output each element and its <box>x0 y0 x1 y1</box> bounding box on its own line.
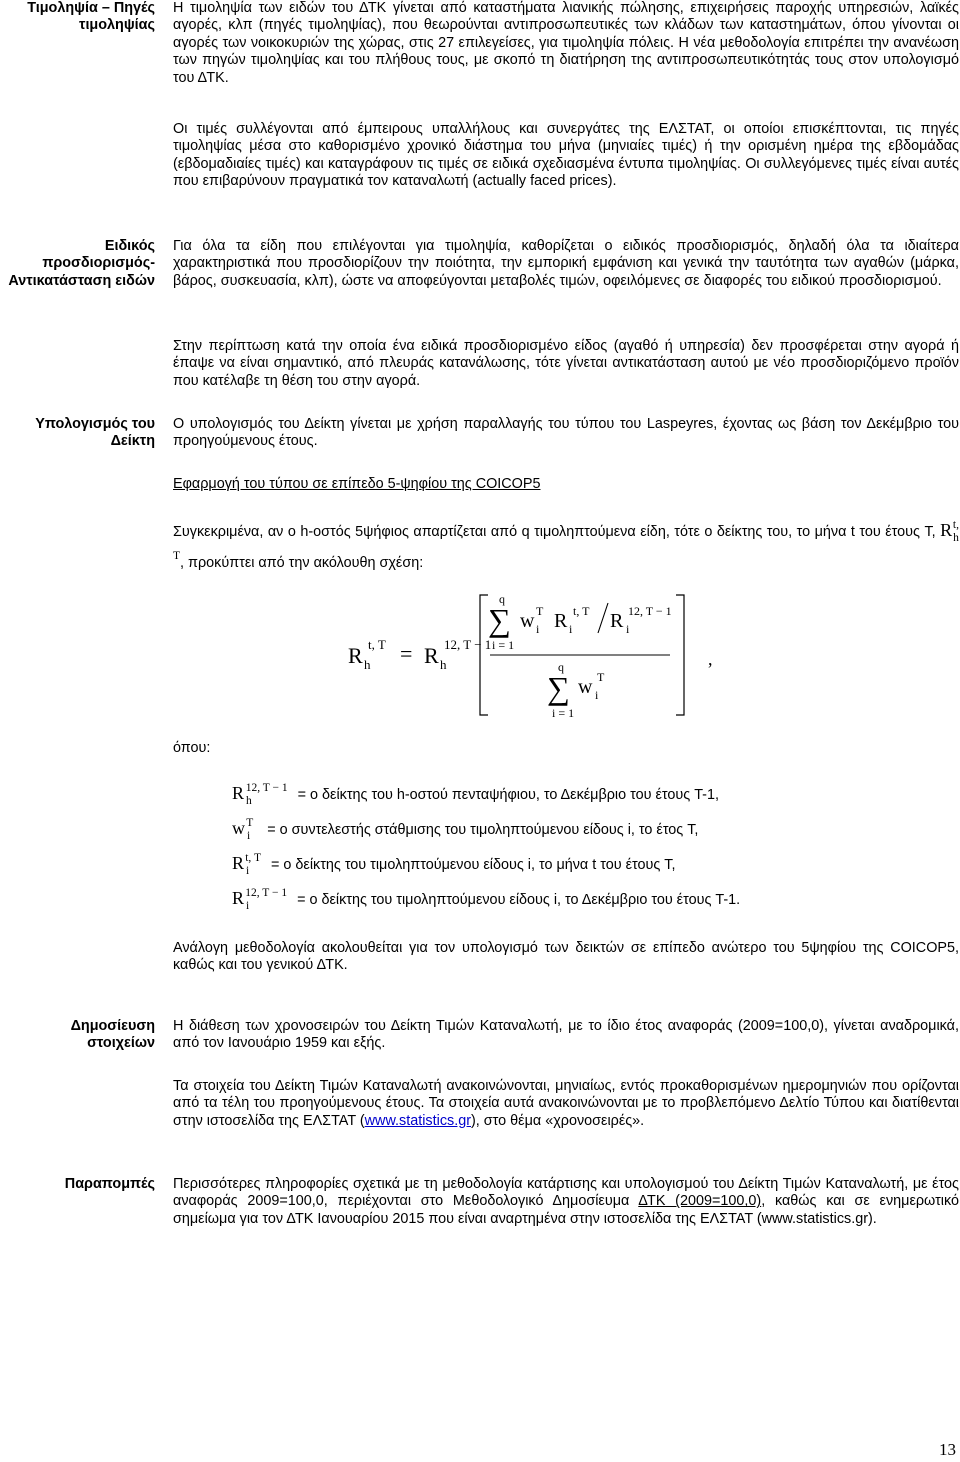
section-label-specification: Ειδικός προσδιορισμός- Αντικατάσταση ειδών <box>8 238 155 289</box>
svg-text:h: h <box>440 657 447 672</box>
svg-text:w: w <box>578 676 593 698</box>
svg-text:12, T − 1: 12, T − 1 <box>444 637 492 652</box>
laspeyres-formula <box>340 583 770 723</box>
definition-r-i-t: R $_i^{t, T}$ = ο δείκτης του τιμοληπτούμενου είδους i, το μήνα t του έτους T, <box>232 852 676 877</box>
svg-text:h: h <box>364 657 371 672</box>
section-label-calculation: Υπολογισμός του Δείκτη <box>35 416 155 450</box>
svg-text:i: i <box>536 622 540 636</box>
section-label-publication: Δημοσίευση στοιχείων <box>70 1018 155 1052</box>
svg-text:12, T − 1: 12, T − 1 <box>628 604 672 618</box>
sigma-icon: ∑ <box>488 602 511 638</box>
sigma-icon: ∑ <box>547 670 570 706</box>
svg-text:R: R <box>424 643 439 668</box>
svg-text:t, T: t, T <box>368 637 386 652</box>
definition-r-i-dec: R $_i^{12, T - 1}$ = ο δείκτης του τιμοληπτούμενου είδους i, το Δεκέμβριο του έτους T-1. <box>232 887 741 912</box>
definition-w-i: w $_i^T$ = ο συντελεστής στάθμισης του τιμοληπτούμενου είδους i, το έτος T, <box>232 817 699 842</box>
svg-text:T: T <box>536 604 544 618</box>
paragraph: Η διάθεση των χρονοσειρών του Δείκτη Τιμών Καταναλωτή, με το ίδιο έτος αναφοράς (2009=100,0), γίνεται αναδρομικά, από τον Ιανουάριο 1959 και εξής. <box>173 1018 959 1052</box>
section-heading: Εφαρμογή του τύπου σε επίπεδο 5-ψηφίου της COICOP5 <box>173 476 541 492</box>
svg-text:q: q <box>499 592 505 606</box>
paragraph: Οι τιμές συλλέγονται από έμπειρους υπαλλήλους και συνεργάτες της ΕΛΣΤΑΤ, οι οποίοι επισκέπτονται, τις πηγές τιμοληψίας μέσα στο καθορισμένο χρονικό διάστημα του μήνα (μηνιαίες τιμές) ή την ορισμένη ημέρα της εβδομάδας (εβδομαδιαίες τιμές) και καταγράφουν τις τιμές σε ειδικά σχεδιασμένα έντυπα τιμοληψίας. Οι συλλεγόμενες τιμές είναι αυτές που επιβαρύνουν πραγματικά τον καταναλωτή (actually faced prices). <box>173 121 959 190</box>
svg-text:t, T: t, T <box>573 604 590 618</box>
svg-text:R: R <box>610 610 624 632</box>
svg-text:=: = <box>400 641 413 666</box>
statistics-link[interactable]: www.statistics.gr <box>364 1112 472 1129</box>
svg-text:T: T <box>597 670 605 684</box>
svg-text:i = 1: i = 1 <box>492 638 515 652</box>
svg-text:q: q <box>558 660 564 674</box>
publication-link[interactable]: ΔΤΚ (2009=100,0) <box>638 1193 762 1210</box>
svg-text:,: , <box>708 649 713 669</box>
paragraph: Ανάλογη μεθοδολογία ακολουθείται για τον υπολογισμό των δεικτών σε επίπεδο ανώτερο του 5ψηφίου της COICOP5, καθώς και του γενικού ΔΤΚ. <box>173 940 959 974</box>
paragraph: Συγκεκριμένα, αν ο h-οστός 5ψήφιος απαρτίζεται από q τιμοληπτούμενα είδη, τότε ο δείκτης του, το μήνα t του έτους T, $R_h^{t, T}$, προκύπτει από την ακόλουθη σχέση: <box>173 519 959 571</box>
paragraph: Ο υπολογισμός του Δείκτη γίνεται με χρήση παραλλαγής του τύπου του Laspeyres, έχοντας ως βάση τον Δεκέμβριο του προηγούμενους έτους. <box>173 416 959 450</box>
paragraph: Στην περίπτωση κατά την οποία ένα ειδικά προσδιορισμένο είδος (αγαθό ή υπηρεσία) δεν προσφέρεται στην αγορά ή έπαψε να είναι σημαντικό, από πλευράς κατανάλωσης, τότε γίνεται αντικατάσταση αυτού με νέο προσδιοριζόμενο προϊόν που κατέλαβε τη θέση του στην αγορά. <box>173 338 959 389</box>
svg-text:i: i <box>569 622 573 636</box>
page-number: 13 <box>939 1439 956 1459</box>
section-label-references: Παραπομπές <box>64 1176 155 1192</box>
svg-text:R: R <box>554 610 568 632</box>
paragraph: Για όλα τα είδη που επιλέγονται για τιμοληψία, καθορίζεται ο ειδικός προσδιορισμός, δηλαδή όλα τα ιδιαίτερα χαρακτηριστικά που προσδιορίζουν την ποιότητα, την εμπορική εμφάνιση και γενικά την ταυτότητα των αγαθών (μάρκα, βάρος, συσκευασία, κλπ), ώστε να αποφεύγονται μεταβολές τιμών, οφειλόμενες σε διαφορές του ειδικού προσδιορισμού. <box>173 238 959 289</box>
where-label: όπου: <box>173 740 211 756</box>
svg-text:R: R <box>348 643 363 668</box>
paragraph: Τα στοιχεία του Δείκτη Τιμών Καταναλωτή ανακοινώνονται, μηνιαίως, εντός προκαθορισμένων ημερομηνιών που ορίζονται από τα τέλη του προηγούμενους έτους. Τα στοιχεία αυτά ανακοινώνονται με το προβλεπόμενο Δελτίο Τύπου και διατίθενται στην ιστοσελίδα της ΕΛΣΤΑΤ (www.statistics.gr), στο θέμα «χρονοσειρές». <box>173 1078 959 1129</box>
section-label-source: Τιμοληψία – Πηγές τιμοληψίας <box>27 0 155 34</box>
paragraph: Περισσότερες πληροφορίες σχετικά με τη μεθοδολογία κατάρτισης και υπολογισμού του Δείκτη Τιμών Καταναλωτή, με έτος αναφοράς 2009=100,0, περιέχονται στο Μεθοδολογικό Δημοσίευμα ΔΤΚ (2009=100,0), καθώς και σε ενημερωτικό σημείωμα για τον ΔΤΚ Ιανουαρίου 2015 που είναι αναρτημένα στην ιστοσελίδα της ΕΛΣΤΑΤ (www.statistics.gr). <box>173 1176 959 1227</box>
svg-text:w: w <box>520 610 535 632</box>
svg-text:i: i <box>595 688 599 702</box>
svg-text:i: i <box>626 622 630 636</box>
svg-text:i = 1: i = 1 <box>552 706 575 720</box>
paragraph: Η τιμοληψία των ειδών του ΔΤΚ γίνεται από καταστήματα λιανικής πώλησης, επιχειρήσεις παροχής υπηρεσιών, λαϊκές αγορές, κλπ (πηγές τιμοληψίας), που θεωρούνται αντιπροσωπευτικές των κλάδων των καταστημάτων, όπου γίνονται οι αγορές των νοικοκυριών της χώρας, στις 27 επιλεγείσες, για τιμοληψία πόλεις. Η νέα μεθοδολογία επιτρέπει την ανανέωση των πηγών τιμοληψίας και του πλήθους τους, με σκοπό τη διατήρηση της αντιπροσωπευτικότητάς τους στον υπολογισμό του ΔΤΚ. <box>173 0 959 86</box>
definition-r-h: R $_h^{12, T - 1}$ = ο δείκτης του h-οστού πενταψήφιου, το Δεκέμβριο του έτους T-1, <box>232 782 719 807</box>
